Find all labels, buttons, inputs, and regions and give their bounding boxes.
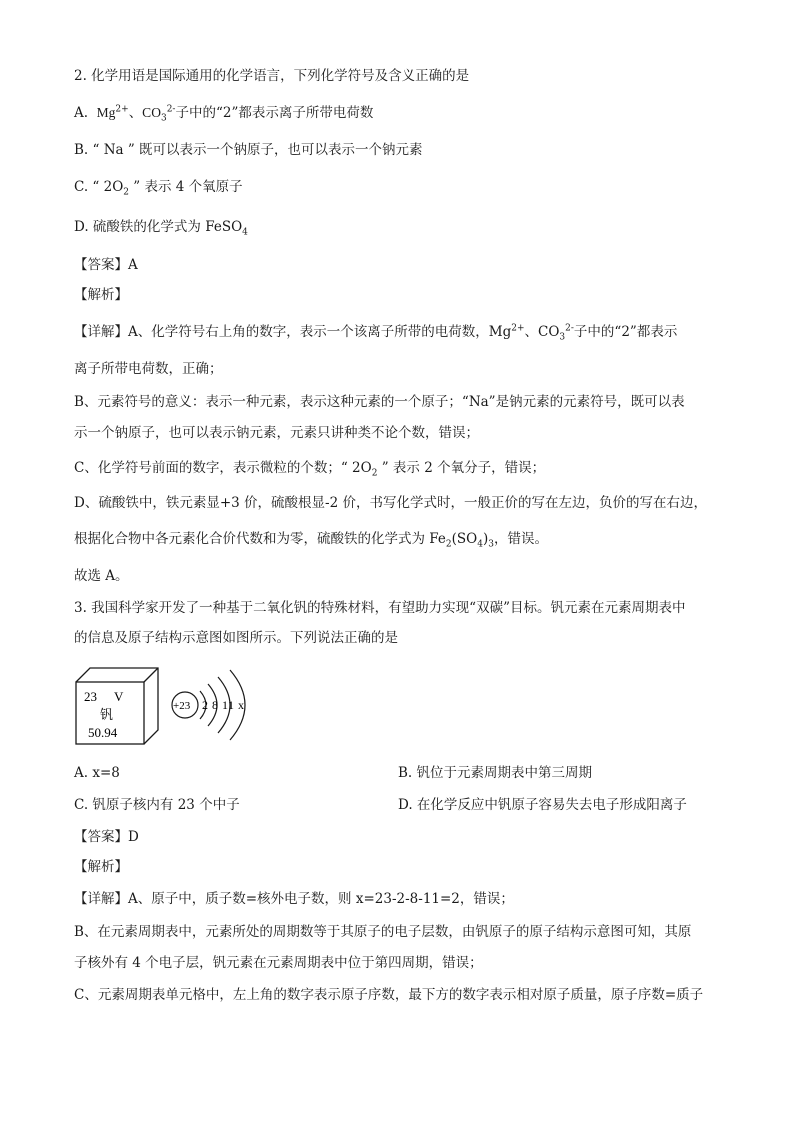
atom-structure-diagram bbox=[172, 670, 245, 740]
q3-option-d: D. 在化学反应中钒原子容易失去电子形成阳离子 bbox=[398, 797, 687, 813]
element-name: 钒 bbox=[100, 707, 114, 722]
q2-stem: 2. 化学用语是国际通用的化学语言，下列化学符号及含义正确的是 bbox=[74, 68, 470, 84]
q2-detail-line-7: 根据化合物中各元素化合价代数和为零，硫酸铁的化学式为 $Fe_2(SO_4)_3$，错误。 bbox=[74, 531, 548, 550]
q3-figure bbox=[70, 660, 270, 750]
q3-detail-line-3: 子核外有 4 个电子层，钒元素在元素周期表中位于第四周期，错误； bbox=[74, 955, 483, 971]
q3-option-a: A. x=8 bbox=[74, 765, 120, 781]
q2-answer: 【答案】A bbox=[74, 257, 138, 273]
q2-option-c: C. “ $2O_2$ ” 表示 4 个氧原子 bbox=[74, 179, 243, 198]
q2-conclusion: 故选 A。 bbox=[74, 568, 129, 584]
q3-detail-line-1: 【详解】A、原子中，质子数=核外电子数，则 x=23-2-8-11=2，错误； bbox=[74, 891, 514, 907]
q2-option-a: A. $Mg^{2+}$、$CO_3^{2-}$子中的“2”都表示离子所带电荷数 bbox=[74, 104, 374, 124]
atomic-mass: 50.94 bbox=[88, 725, 118, 740]
q3-analysis-label: 【解析】 bbox=[74, 859, 128, 875]
q3-option-c: C. 钒原子核内有 23 个中子 bbox=[74, 797, 240, 813]
q3-option-b: B. 钒位于元素周期表中第三周期 bbox=[398, 765, 593, 781]
q2-option-b: B. “ Na ” 既可以表示一个钠原子，也可以表示一个钠元素 bbox=[74, 142, 423, 158]
atomic-number: 23 bbox=[84, 689, 97, 704]
nucleus-charge: +23 bbox=[173, 700, 191, 712]
q2-option-d: D. 硫酸铁的化学式为 FeSO$_4$ bbox=[74, 219, 248, 238]
q3-stem-line-1: 3. 我国科学家开发了一种基于二氧化钒的特殊材料，有望助力实现“双碳”目标。钒元素在元素周期表中 bbox=[74, 600, 686, 616]
q3-detail-line-2: B、在元素周期表中，元素所处的周期数等于其原子的电子层数，由钒原子的原子结构示意图可知，其原 bbox=[74, 924, 692, 940]
q3-answer: 【答案】D bbox=[74, 829, 139, 845]
q2-analysis-label: 【解析】 bbox=[74, 287, 128, 303]
electron-counts: 2 8 11 x bbox=[202, 698, 245, 712]
q2-detail-line-2: 离子所带电荷数，正确； bbox=[74, 361, 223, 377]
q2-detail-line-5: C、化学符号前面的数字，表示微粒的个数；“ $2O_2$ ” 表示 2 个氧分子，错误； bbox=[74, 460, 546, 479]
q2-detail-line-3: B、元素符号的意义：表示一种元素，表示这种元素的一个原子；“Na”是钠元素的元素符号，既可以表 bbox=[74, 394, 685, 410]
element-symbol: V bbox=[114, 689, 124, 704]
q3-stem-line-2: 的信息及原子结构示意图如图所示。下列说法正确的是 bbox=[74, 630, 398, 646]
q2-detail-line-4: 示一个钠原子，也可以表示钠元素，元素只讲种类不论个数，错误； bbox=[74, 425, 479, 441]
q3-detail-line-4: C、元素周期表单元格中，左上角的数字表示原子序数，最下方的数字表示相对原子质量，原子序数=质子 bbox=[74, 987, 704, 1003]
q2-detail-line-6: D、硫酸铁中，铁元素显+3 价，硫酸根显-2 价，书写化学式时，一般正价的写在左边，负价的写在右边， bbox=[74, 495, 707, 511]
q2-detail-line-1: 【详解】A、化学符号右上角的数字，表示一个该离子所带的电荷数，$Mg^{2+}$、$CO_3^{2-}$子中的“2”都表示 bbox=[74, 323, 678, 343]
